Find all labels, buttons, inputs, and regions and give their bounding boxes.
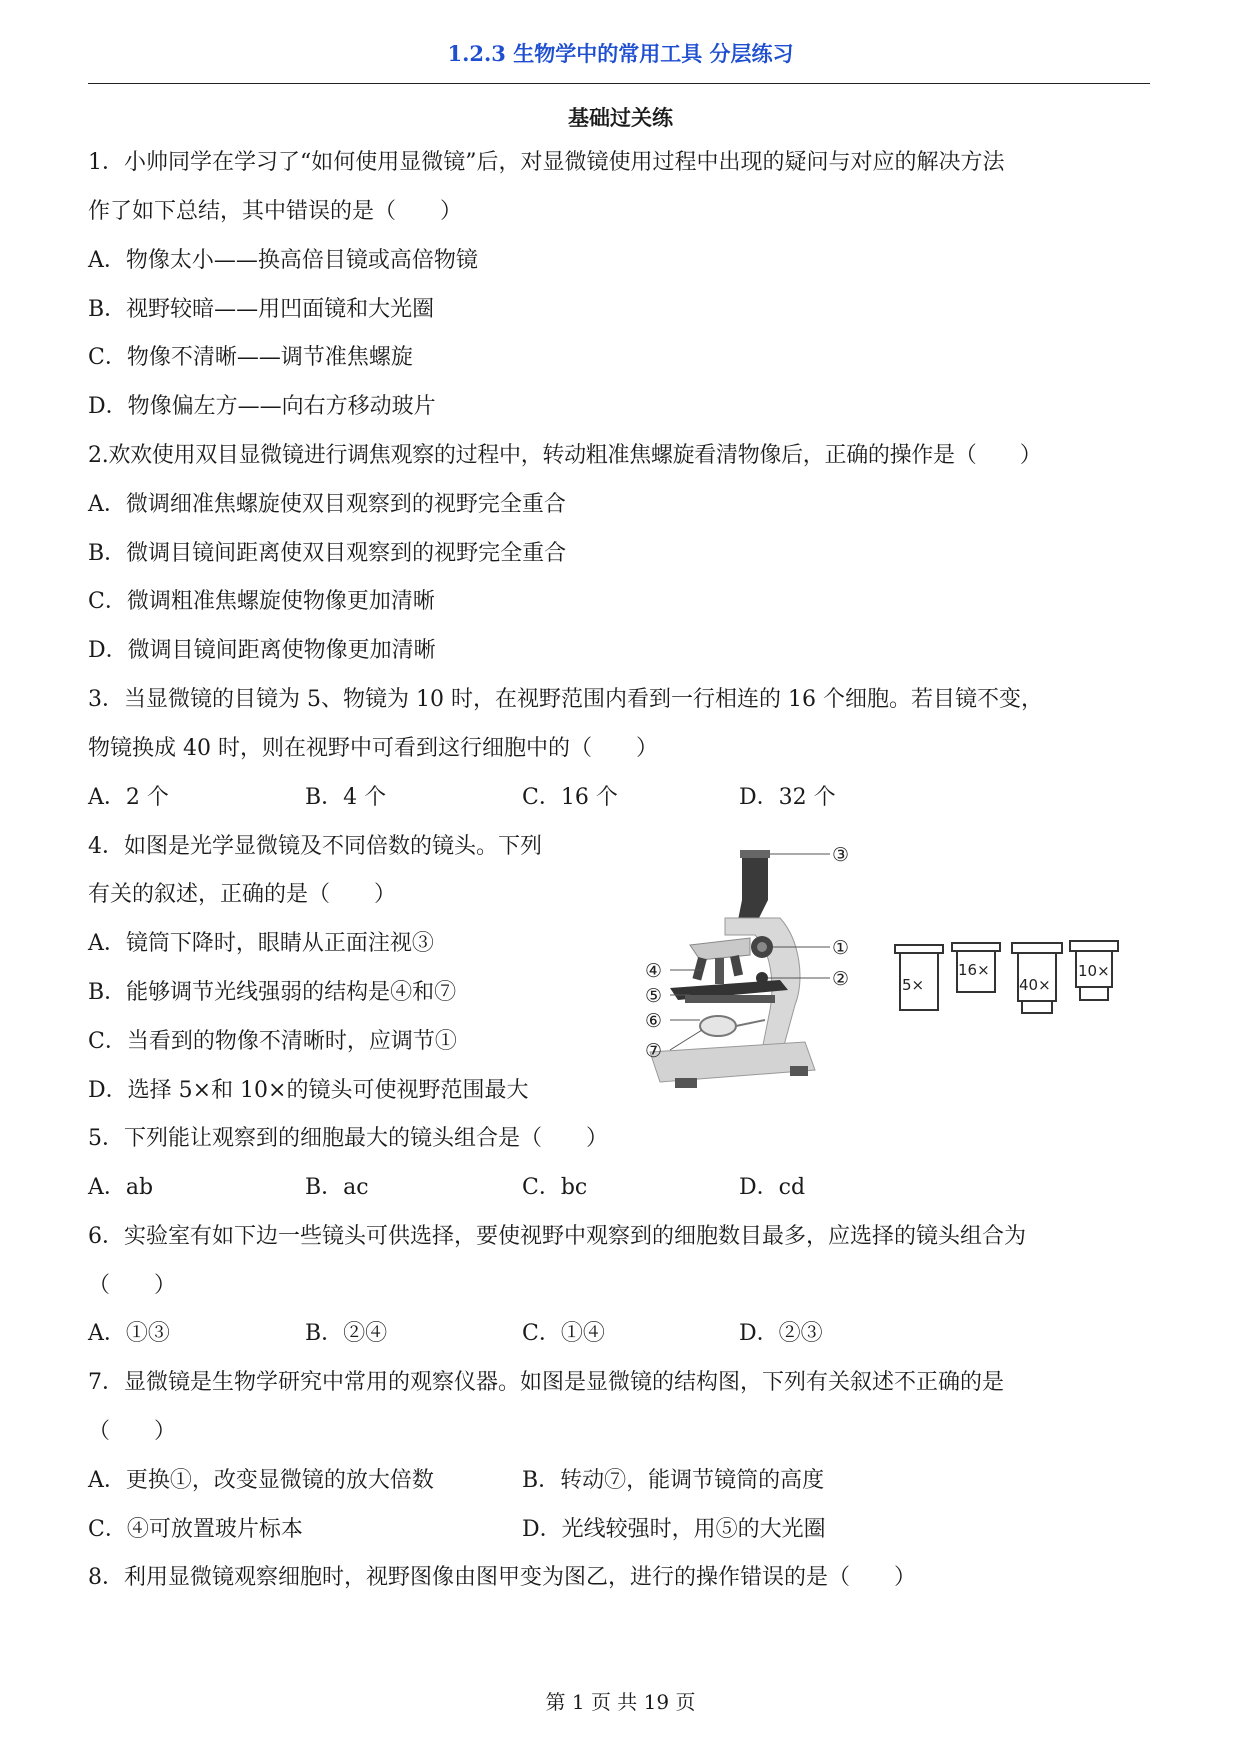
callout-2: ② xyxy=(832,968,850,990)
lens-40x xyxy=(1012,943,1062,1013)
callout-6: ⑥ xyxy=(645,1010,663,1032)
q6-option-b: B．②④ xyxy=(305,1321,388,1346)
callout-3: ③ xyxy=(832,844,850,866)
q4-option-c: C．当看到的物像不清晰时，应调节① xyxy=(88,1029,457,1054)
q7-option-a: A．更换①，改变显微镜的放大倍数 xyxy=(88,1468,434,1493)
callout-7: ⑦ xyxy=(645,1040,663,1062)
q2-option-b: B．微调目镜间距离使双目观察到的视野完全重合 xyxy=(88,541,567,566)
q6-stem-line1: 6．实验室有如下边一些镜头可供选择，要使视野中观察到的细胞数目最多，应选择的镜头组合为 xyxy=(88,1224,1027,1249)
document-title: 1.2.3 生物学中的常用工具 分层练习 xyxy=(447,41,794,66)
lens-5x xyxy=(895,945,943,1010)
q3-stem-line2: 物镜换成 40 时，则在视野中可看到这行细胞中的（ ） xyxy=(88,736,658,761)
q5-option-d: D．cd xyxy=(739,1175,806,1200)
lens-16x xyxy=(952,943,1000,992)
mirror xyxy=(700,1016,736,1036)
q7-stem-line1: 7．显微镜是生物学研究中常用的观察仪器。如图是显微镜的结构图，下列有关叙述不正确的是 xyxy=(88,1370,1005,1395)
q3-stem-line1: 3．当显微镜的目镜为 5、物镜为 10 时，在视野范围内看到一行相连的 16 个细胞。若目镜不变， xyxy=(88,687,1043,712)
q2-stem-line1: 2.欢欢使用双目显微镜进行调焦观察的过程中，转动粗准焦螺旋看清物像后，正确的操作是（ ） xyxy=(88,443,1042,468)
lens-10x xyxy=(1070,941,1118,1000)
q7-option-b: B．转动⑦，能调节镜筒的高度 xyxy=(522,1468,825,1493)
callout-1: ① xyxy=(832,937,850,959)
q3-option-b: B．4 个 xyxy=(305,785,387,810)
q1-stem-line2: 作了如下总结，其中错误的是（ ） xyxy=(88,199,463,224)
q5-option-b: B．ac xyxy=(305,1175,369,1200)
q1-option-c: C．物像不清晰——调节准焦螺旋 xyxy=(88,345,413,370)
q5-option-c: C．bc xyxy=(522,1175,588,1200)
microscope-figure xyxy=(630,830,1150,1100)
q3-option-c: C．16 个 xyxy=(522,785,618,810)
eyepiece-cap xyxy=(740,850,770,858)
q6-stem-line2: （ ） xyxy=(88,1273,177,1298)
q4-option-d: D．选择 5×和 10×的镜头可使视野范围最大 xyxy=(88,1078,529,1103)
section-title: 基础过关练 xyxy=(568,105,673,130)
q6-option-c: C．①④ xyxy=(522,1321,605,1346)
callout-4: ④ xyxy=(645,960,663,982)
q1-option-b: B．视野较暗——用凹面镜和大光圈 xyxy=(88,297,435,322)
q8-stem-line1: 8．利用显微镜观察细胞时，视野图像由图甲变为图乙，进行的操作错误的是（ ） xyxy=(88,1565,916,1590)
q2-option-c: C．微调粗准焦螺旋使物像更加清晰 xyxy=(88,589,435,614)
q4-option-a: A．镜筒下降时，眼睛从正面注视③ xyxy=(88,931,434,956)
objective-lens-2 xyxy=(715,958,724,984)
q6-option-d: D．②③ xyxy=(739,1321,823,1346)
page-footer: 第 1 页 共 19 页 xyxy=(545,1690,696,1714)
objective-lens-3 xyxy=(730,955,743,976)
q2-option-d: D．微调目镜间距离使物像更加清晰 xyxy=(88,638,436,663)
eyepiece-tube xyxy=(738,858,768,920)
q1-option-a: A．物像太小——换高倍目镜或高倍物镜 xyxy=(88,248,478,273)
q3-option-a: A．2 个 xyxy=(88,785,169,810)
lens-10x-label: 10× xyxy=(1078,962,1110,980)
header-divider xyxy=(88,83,1150,84)
q1-option-d: D．物像偏左方——向右方移动玻片 xyxy=(88,394,436,419)
q3-option-d: D．32 个 xyxy=(739,785,836,810)
lens-16x-label: 16× xyxy=(958,961,990,979)
lens-40x-label: 40× xyxy=(1019,976,1051,994)
callout-5: ⑤ xyxy=(645,985,663,1007)
q7-option-d: D．光线较强时，用⑤的大光圈 xyxy=(522,1517,826,1542)
q5-option-a: A．ab xyxy=(88,1175,154,1200)
q4-stem-line2: 有关的叙述，正确的是（ ） xyxy=(88,882,397,907)
q1-stem-line1: 1．小帅同学在学习了“如何使用显微镜”后，对显微镜使用过程中出现的疑问与对应的解决方法 xyxy=(88,150,1005,175)
q4-option-b: B．能够调节光线强弱的结构是④和⑦ xyxy=(88,980,457,1005)
nosepiece xyxy=(690,938,750,960)
lens-5x-label: 5× xyxy=(902,976,925,994)
q2-option-a: A．微调细准焦螺旋使双目观察到的视野完全重合 xyxy=(88,492,566,517)
q6-option-a: A．①③ xyxy=(88,1321,170,1346)
q4-stem-line1: 4．如图是光学显微镜及不同倍数的镜头。下列 xyxy=(88,834,542,859)
q7-stem-line2: （ ） xyxy=(88,1419,177,1444)
objective-lens-1 xyxy=(692,957,706,981)
q7-option-c: C．④可放置玻片标本 xyxy=(88,1517,303,1542)
q5-stem-line1: 5．下列能让观察到的细胞最大的镜头组合是（ ） xyxy=(88,1126,608,1151)
